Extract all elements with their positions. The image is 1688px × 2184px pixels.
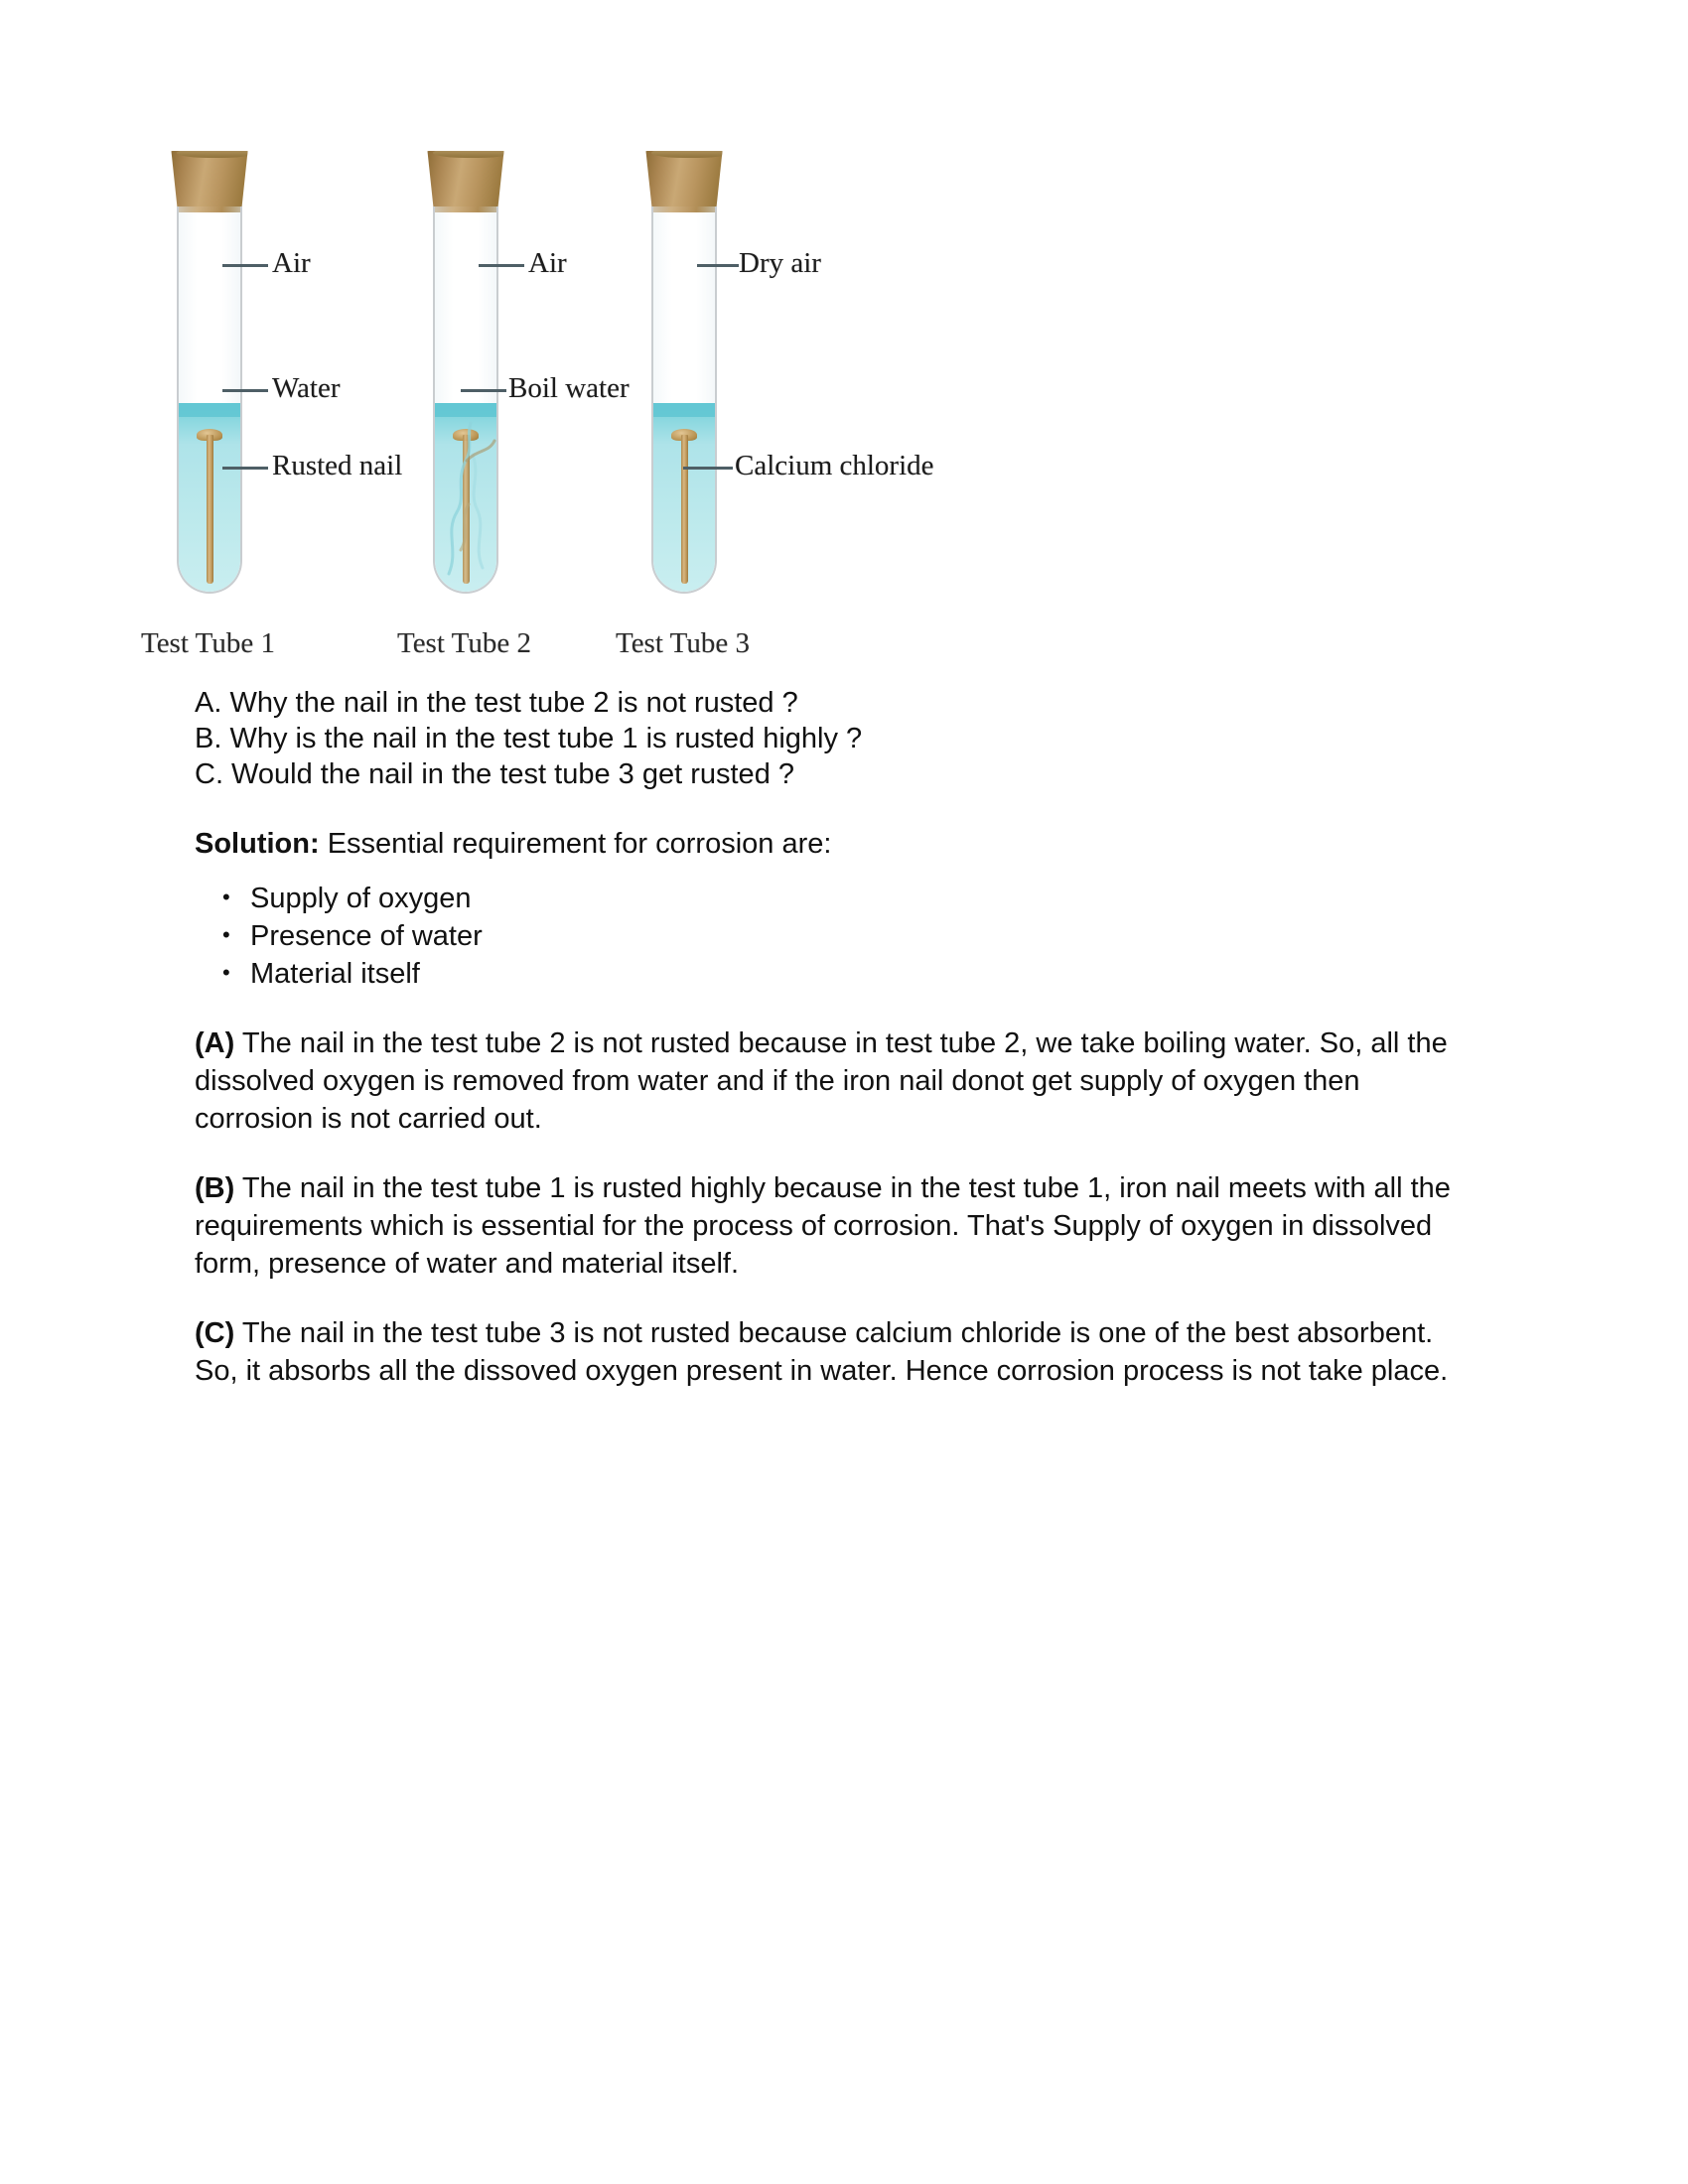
solution-intro: Essential requirement for corrosion are: [327, 828, 832, 860]
cork-stopper-icon [169, 151, 250, 212]
label-dry-air: Dry air [739, 247, 821, 279]
list-item: • Material itself [250, 955, 1485, 993]
test-tube-1-caption: Test Tube 1 [141, 627, 275, 659]
list-item: • Presence of water [250, 917, 1485, 955]
test-tube-1-apparatus [163, 151, 256, 608]
solution-heading-line [195, 826, 1485, 862]
iron-nail-icon [207, 435, 213, 584]
leader-line-boil-water [461, 389, 506, 392]
question-a: A. Why the nail in the test tube 2 is not rusted ? [195, 687, 798, 719]
answer-c-tag: (C) [195, 1317, 235, 1349]
test-tube-3-group [616, 139, 951, 665]
label-air: Air [528, 247, 567, 279]
answer-b-text: The nail in the test tube 1 is rusted highly because in the test tube 1, iron nail meets with all the requirements which is essential for the process of corrosion. That's Supply of oxygen in dissolved form, presence of water and material itself. [195, 1172, 1451, 1280]
test-tube-3-caption: Test Tube 3 [616, 627, 750, 659]
cork-stopper-icon [425, 151, 506, 212]
leader-line-water [222, 389, 268, 392]
test-tube-2-caption: Test Tube 2 [397, 627, 531, 659]
question-c: C. Would the nail in the test tube 3 get rusted ? [195, 758, 795, 790]
water-surface-line [653, 403, 715, 417]
answer-b-tag: (B) [195, 1172, 235, 1204]
leader-line-air [479, 264, 524, 267]
question-b: B. Why is the nail in the test tube 1 is rusted highly ? [195, 723, 863, 754]
water-surface-line [179, 403, 240, 417]
answer-b-paragraph [195, 1169, 1476, 1283]
answer-c-paragraph [195, 1314, 1476, 1390]
list-item: • Supply of oxygen [250, 880, 1485, 917]
leader-line-rusted-nail [222, 467, 268, 470]
answer-a-paragraph [195, 1024, 1476, 1138]
iron-nail-icon [463, 435, 470, 584]
cork-top-ellipse [177, 148, 254, 158]
cork-stopper-icon [643, 151, 725, 212]
leader-line-air [222, 264, 268, 267]
label-boil-water: Boil water [508, 372, 630, 404]
label-rusted-nail: Rusted nail [272, 450, 403, 481]
test-tube-3-apparatus [637, 151, 731, 608]
leader-line-dry-air [697, 264, 739, 267]
cork-top-ellipse [433, 148, 510, 158]
question-and-solution-block [195, 685, 1485, 1390]
leader-line-calcium-chloride [683, 467, 733, 470]
answer-c-text: The nail in the test tube 3 is not rusted because calcium chloride is one of the best absorbent. So, it absorbs all the dissoved oxygen present in water. Hence corrosion process is not take place. [195, 1317, 1449, 1387]
corrosion-experiment-diagram [141, 139, 1201, 665]
water-surface-line [435, 403, 496, 417]
label-air: Air [272, 247, 311, 279]
answer-a-text: The nail in the test tube 2 is not rusted because in test tube 2, we take boiling water. So, all the dissolved oxygen is removed from water and if the iron nail donot get supply of oxygen then corrosion is not carried out. [195, 1027, 1448, 1135]
solution-label: Solution: [195, 828, 320, 860]
label-calcium-chloride: Calcium chloride [735, 450, 934, 481]
requirement-list [195, 880, 1485, 993]
answer-a-tag: (A) [195, 1027, 235, 1059]
iron-nail-icon [681, 435, 688, 584]
cork-top-ellipse [651, 148, 729, 158]
label-water: Water [272, 372, 341, 404]
test-tube-2-apparatus [419, 151, 512, 608]
